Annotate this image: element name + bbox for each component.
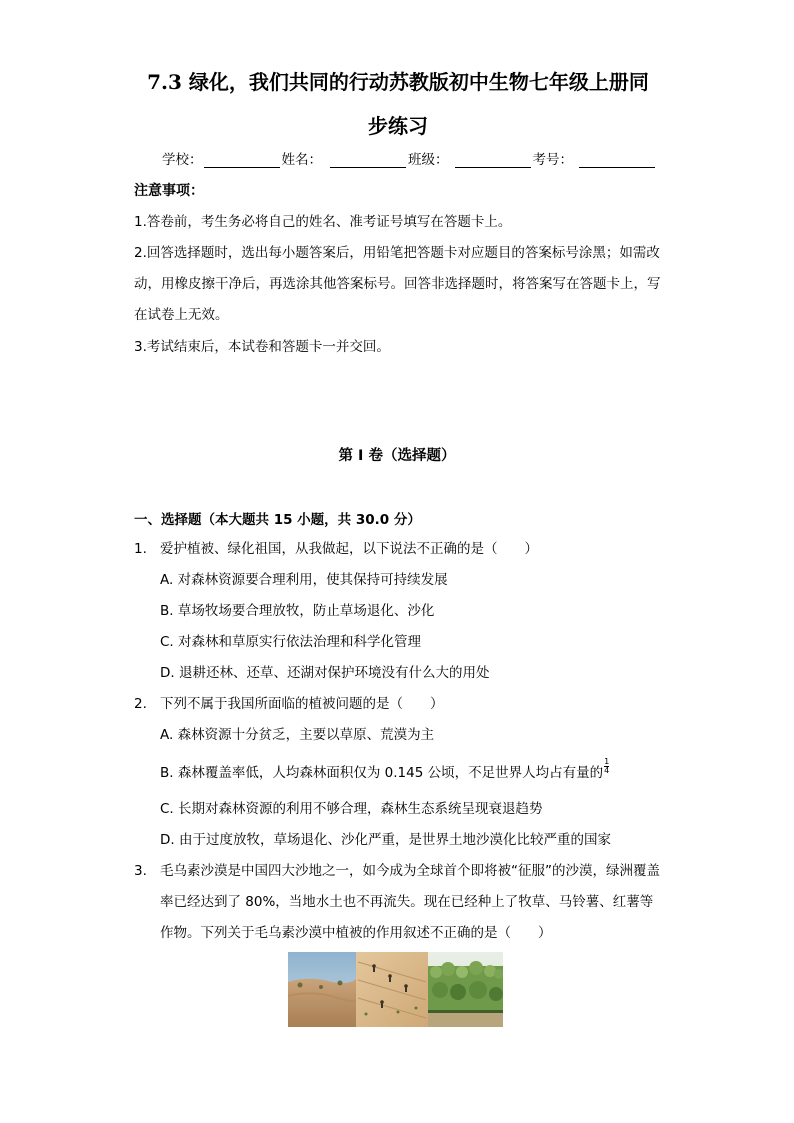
q1-option-d[interactable]: D. 退耕还林、还草、还湖对保护环境没有什么大的用处 (160, 665, 490, 681)
school-blank[interactable] (204, 153, 280, 168)
fraction-denominator: 4 (604, 766, 610, 775)
q2-option-b-text: B. 森林覆盖率低，人均森林面积仅为 0.145 公顷，不足世界人均占有量的 (160, 765, 604, 781)
q1-option-b[interactable]: B. 草场牧场要合理放牧，防止草场退化、沙化 (160, 603, 435, 619)
class-label: 班级： (408, 152, 449, 168)
title-line-2: 步练习 (368, 114, 428, 138)
question-2 (134, 689, 664, 720)
question-number: 3. (134, 863, 147, 879)
q2-option-c[interactable]: C. 长期对森林资源的利用不够合理，森林生态系统呈现衰退趋势 (160, 801, 543, 817)
notice-item-1: 1.答卷前，考生务必将自己的姓名、准考证号填写在答题卡上。 (134, 214, 512, 230)
student-info-row (162, 148, 657, 168)
document-title (120, 60, 676, 148)
school-label: 学校： (162, 152, 203, 168)
exam-no-label: 考号： (532, 152, 573, 168)
question-3 (134, 856, 664, 949)
notice-heading: 注意事项： (134, 183, 204, 199)
q1-option-c[interactable]: C. 对森林和草原实行依法治理和科学化管理 (160, 634, 422, 650)
exam-no-blank[interactable] (579, 153, 655, 168)
section-title: 第 I 卷（选择题） (338, 448, 456, 464)
green-oasis-photo (428, 952, 503, 1027)
question-number: 2. (134, 696, 147, 712)
question-stem: 毛乌素沙漠是中国四大沙地之一，如今成为全球首个即将被“征服”的沙漠，绿洲覆盖率已经达到了 80%，当地水土也不再流失。现在已经种上了牧草、马铃薯、红薯等作物。下列关于毛乌素沙漠中植被的作用叙述不正确的是（ ） (160, 863, 660, 941)
question-1 (134, 534, 664, 565)
fraction (604, 758, 609, 775)
part-heading: 一、选择题（本大题共 15 小题，共 30.0 分） (134, 512, 421, 528)
q2-option-a[interactable]: A. 森林资源十分贫乏，主要以草原、荒漠为主 (160, 727, 435, 743)
notice-item-3: 3.考试结束后，本试卷和答题卡一并交回。 (134, 339, 390, 355)
fraction-numerator: 1 (604, 757, 610, 766)
notice-item-2: 2.回答选择题时，选出每小题答案后，用铅笔把答题卡对应题目的答案标号涂黑；如需改动，用橡皮擦干净后，再选涂其他答案标号。回答非选择题时，将答案写在答题卡上，写在试卷上无效。 (134, 245, 661, 323)
q1-option-a[interactable]: A. 对森林资源要合理利用，使其保持可持续发展 (160, 572, 448, 588)
planting-on-dunes-photo (356, 952, 428, 1027)
class-blank[interactable] (455, 153, 531, 168)
title-line-1: 7.3 绿化，我们共同的行动苏教版初中生物七年级上册同 (147, 70, 649, 94)
name-label: 姓名： (281, 152, 322, 168)
name-blank[interactable] (330, 153, 406, 168)
question-number: 1. (134, 541, 147, 557)
q2-option-d[interactable]: D. 由于过度放牧，草场退化、沙化严重，是世界土地沙漠化比较严重的国家 (160, 832, 611, 848)
desert-transformation-figure (288, 952, 503, 1027)
barren-desert-photo (288, 952, 358, 1027)
question-stem: 下列不属于我国所面临的植被问题的是（ ） (160, 696, 444, 712)
q2-option-b[interactable] (160, 758, 609, 789)
question-stem: 爱护植被、绿化祖国，从我做起，以下说法不正确的是（ ） (160, 541, 538, 557)
